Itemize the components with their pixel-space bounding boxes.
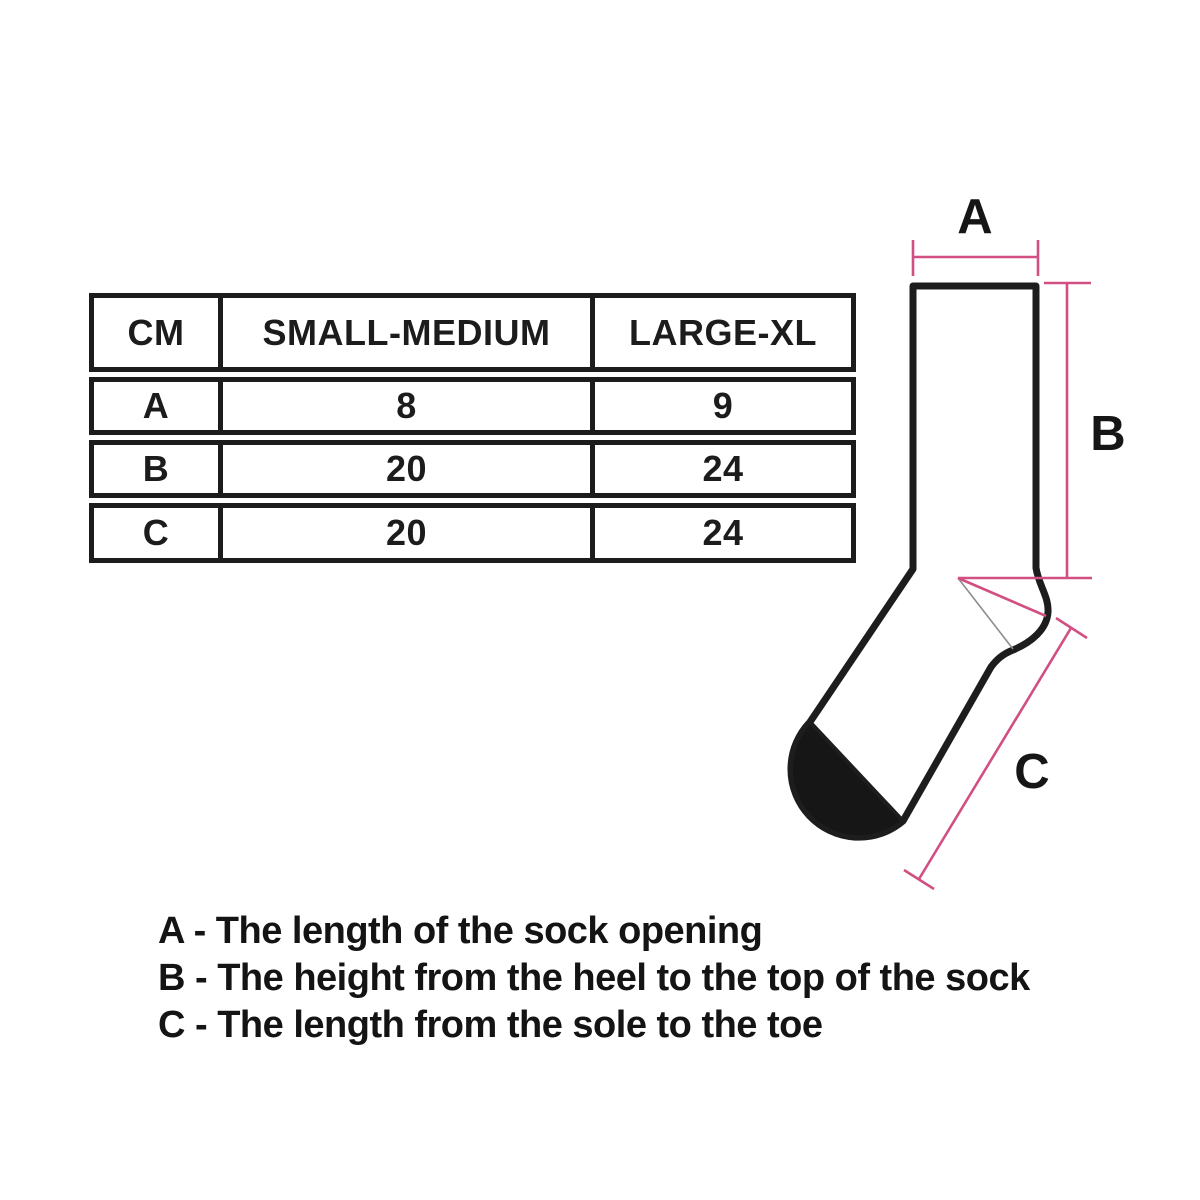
dim-label-a: A bbox=[957, 190, 993, 244]
value-small-medium: 20 bbox=[223, 508, 595, 558]
dim-label-c: C bbox=[1014, 745, 1050, 799]
header-cell-small-medium: SMALL-MEDIUM bbox=[223, 298, 595, 367]
legend-item-c: C - The length from the sole to the toe bbox=[158, 1004, 823, 1046]
dim-c-tick-top bbox=[1056, 618, 1087, 638]
value-large-xl: 24 bbox=[702, 512, 744, 553]
value-small-medium: 20 bbox=[223, 445, 595, 493]
row-label: A bbox=[94, 382, 223, 430]
dim-c-tick-bottom bbox=[904, 870, 934, 889]
measurement-legend bbox=[158, 908, 1030, 1049]
value-large-xl: 24 bbox=[702, 448, 744, 489]
legend-item-a: A - The length of the sock opening bbox=[158, 910, 763, 952]
value-large-xl: 9 bbox=[712, 385, 734, 426]
header-cell-cm: CM bbox=[94, 298, 223, 367]
row-label: B bbox=[94, 445, 223, 493]
row-label: C bbox=[94, 508, 223, 558]
header-cell-large-xl: LARGE-XL bbox=[629, 311, 817, 353]
value-small-medium: 8 bbox=[223, 382, 595, 430]
legend-item-b: B - The height from the heel to the top of the sock bbox=[158, 957, 1030, 999]
dim-label-b: B bbox=[1090, 407, 1126, 461]
